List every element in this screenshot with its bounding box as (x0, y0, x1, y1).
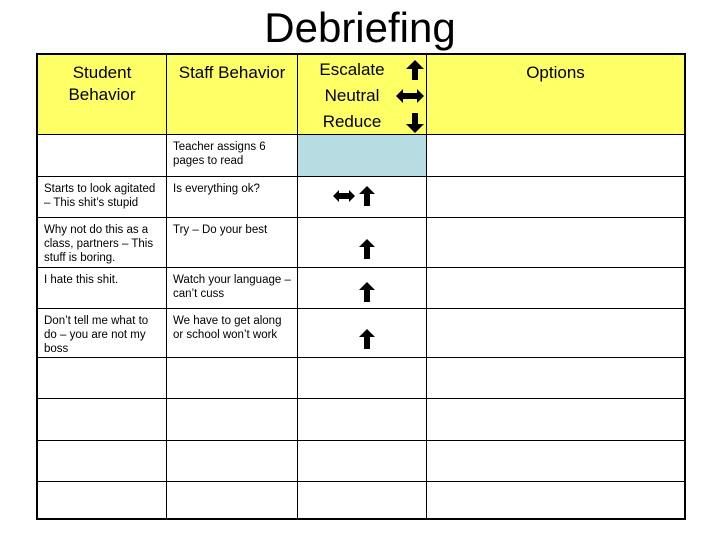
header-escalate: Escalate (319, 60, 385, 79)
arrow-up-icon (358, 328, 376, 350)
column-divider (297, 55, 298, 518)
double-arrow-icon (395, 88, 425, 104)
staff-behavior-cell: Is everything ok? (173, 183, 260, 195)
header-options: Options (526, 63, 585, 82)
arrow-up-icon (358, 281, 376, 303)
arrow-up-icon (358, 238, 376, 260)
debriefing-table (36, 53, 686, 520)
arrow-up-icon (358, 185, 376, 207)
student-behavior-cell: Starts to look agitated – This shit’s stupid (44, 183, 156, 209)
arrow-up-icon (404, 59, 426, 81)
staff-behavior-cell: We have to get along or school won’t work (173, 315, 282, 341)
student-behavior-cell: Don’t tell me what to do – you are not my boss (44, 315, 149, 355)
staff-behavior-cell: Teacher assigns 6 pages to read (173, 141, 266, 167)
row-divider (38, 217, 684, 218)
row-divider (38, 398, 684, 399)
row-divider (38, 308, 684, 309)
page-title: Debriefing (264, 4, 456, 51)
row-divider (38, 176, 684, 177)
header-staff-behavior: Staff Behavior (178, 63, 286, 82)
arrow-down-icon (404, 112, 426, 134)
row-divider (38, 440, 684, 441)
row-divider (38, 134, 684, 135)
row-divider (38, 481, 684, 482)
header-reduce: Reduce (322, 112, 382, 131)
header-student-behavior: Student Behavior (68, 63, 136, 104)
student-behavior-cell: I hate this shit. (44, 274, 119, 286)
header-neutral: Neutral (324, 86, 380, 105)
staff-behavior-cell: Watch your language – can’t cuss (173, 274, 291, 300)
highlight-cell (298, 135, 426, 176)
column-divider (426, 55, 427, 518)
staff-behavior-cell: Try – Do your best (173, 224, 268, 236)
student-behavior-cell: Why not do this as a class, partners – This stuff is boring. (44, 224, 154, 264)
double-arrow-icon (332, 189, 356, 203)
